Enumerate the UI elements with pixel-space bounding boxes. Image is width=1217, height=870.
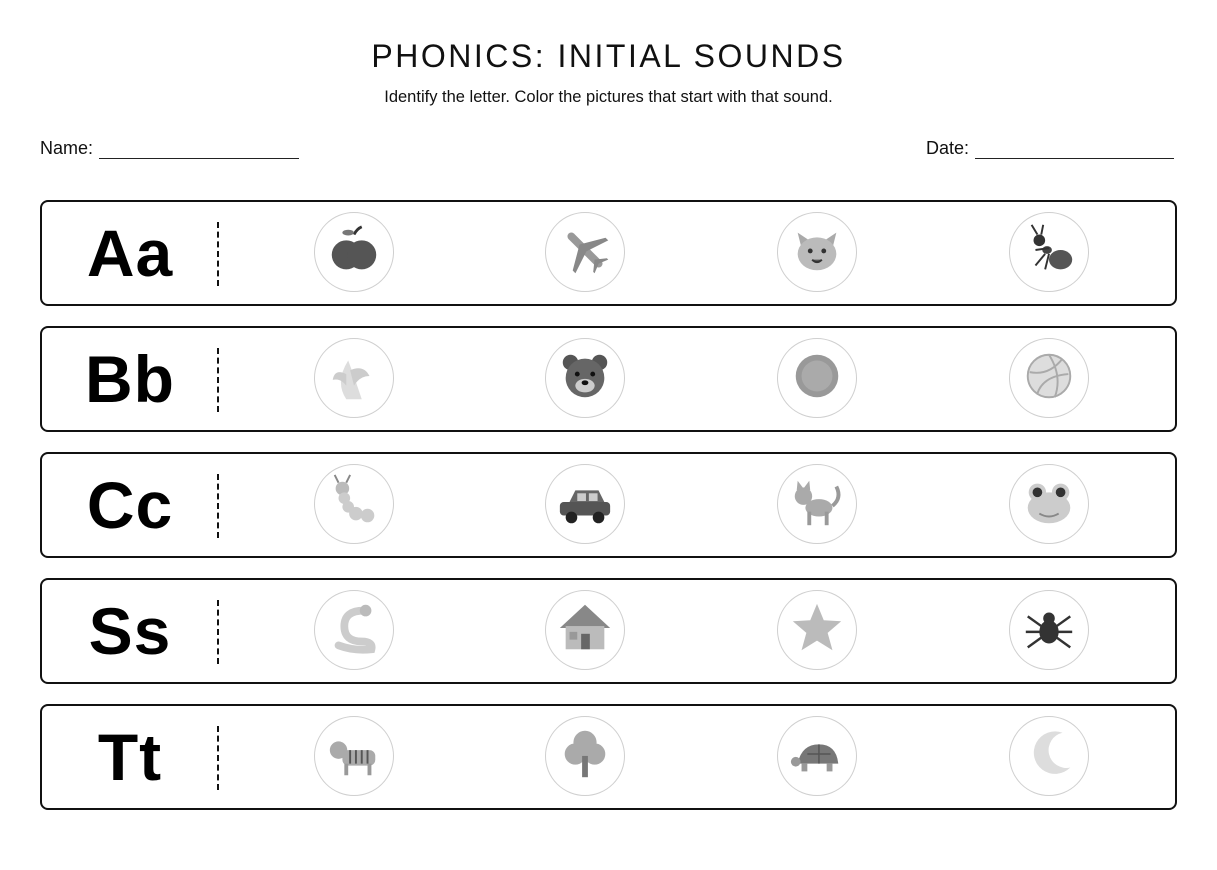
letter-label: Bb bbox=[85, 342, 175, 416]
letter-label: Aa bbox=[86, 216, 174, 290]
dashed-divider bbox=[217, 222, 219, 286]
picture-circle[interactable] bbox=[777, 338, 857, 418]
tree-icon bbox=[556, 725, 614, 788]
picture-circle[interactable] bbox=[1009, 716, 1089, 796]
picture-circle[interactable] bbox=[1009, 338, 1089, 418]
tiger-icon bbox=[325, 725, 383, 788]
picture-circle[interactable] bbox=[545, 212, 625, 292]
picture-circle[interactable] bbox=[545, 338, 625, 418]
worksheet-title: PHONICS: INITIAL SOUNDS bbox=[371, 38, 846, 74]
dashed-divider bbox=[217, 348, 219, 412]
name-field[interactable] bbox=[40, 138, 299, 159]
worksheet-instructions: Identify the letter. Color the pictures that start with that sound. bbox=[384, 88, 833, 106]
picture-circle[interactable] bbox=[314, 590, 394, 670]
spider-icon bbox=[1020, 599, 1078, 662]
cat-face-icon bbox=[788, 221, 846, 284]
date-field[interactable] bbox=[926, 138, 1174, 159]
letter-row-s bbox=[40, 578, 1177, 684]
airplane-icon bbox=[556, 221, 614, 284]
apple-icon bbox=[325, 221, 383, 284]
picture-circle[interactable] bbox=[777, 212, 857, 292]
picture-circle[interactable] bbox=[1009, 590, 1089, 670]
ant-icon bbox=[1020, 221, 1078, 284]
dashed-divider bbox=[217, 474, 219, 538]
picture-circle[interactable] bbox=[1009, 212, 1089, 292]
letter-rows bbox=[40, 200, 1177, 830]
cat-icon bbox=[788, 473, 846, 536]
bear-icon bbox=[556, 347, 614, 410]
picture-circle[interactable] bbox=[314, 716, 394, 796]
picture-circle[interactable] bbox=[314, 464, 394, 544]
car-icon bbox=[556, 473, 614, 536]
name-label: Name: bbox=[40, 138, 94, 158]
picture-circle[interactable] bbox=[777, 590, 857, 670]
picture-circle[interactable] bbox=[1009, 464, 1089, 544]
picture-circle[interactable] bbox=[777, 464, 857, 544]
picture-circle[interactable] bbox=[545, 464, 625, 544]
picture-circle[interactable] bbox=[545, 590, 625, 670]
turtle-icon bbox=[788, 725, 846, 788]
moon-icon bbox=[1020, 725, 1078, 788]
ball-icon bbox=[1020, 347, 1078, 410]
caterpillar-icon bbox=[325, 473, 383, 536]
letter-row-a bbox=[40, 200, 1177, 306]
sun-icon bbox=[788, 347, 846, 410]
picture-circle[interactable] bbox=[314, 338, 394, 418]
letter-row-b bbox=[40, 326, 1177, 432]
name-line[interactable] bbox=[99, 142, 299, 159]
dashed-divider bbox=[217, 600, 219, 664]
letter-label: Ss bbox=[88, 594, 172, 668]
picture-circle[interactable] bbox=[314, 212, 394, 292]
date-line[interactable] bbox=[975, 142, 1174, 159]
frog-icon bbox=[1020, 473, 1078, 536]
letter-label: Cc bbox=[86, 468, 174, 542]
letter-row-c bbox=[40, 452, 1177, 558]
snake-icon bbox=[325, 599, 383, 662]
house-icon bbox=[556, 599, 614, 662]
letter-row-t bbox=[40, 704, 1177, 810]
letter-label: Tt bbox=[97, 720, 163, 794]
banana-icon bbox=[325, 347, 383, 410]
picture-circle[interactable] bbox=[777, 716, 857, 796]
star-icon bbox=[788, 599, 846, 662]
date-label: Date: bbox=[926, 138, 970, 158]
picture-circle[interactable] bbox=[545, 716, 625, 796]
dashed-divider bbox=[217, 726, 219, 790]
